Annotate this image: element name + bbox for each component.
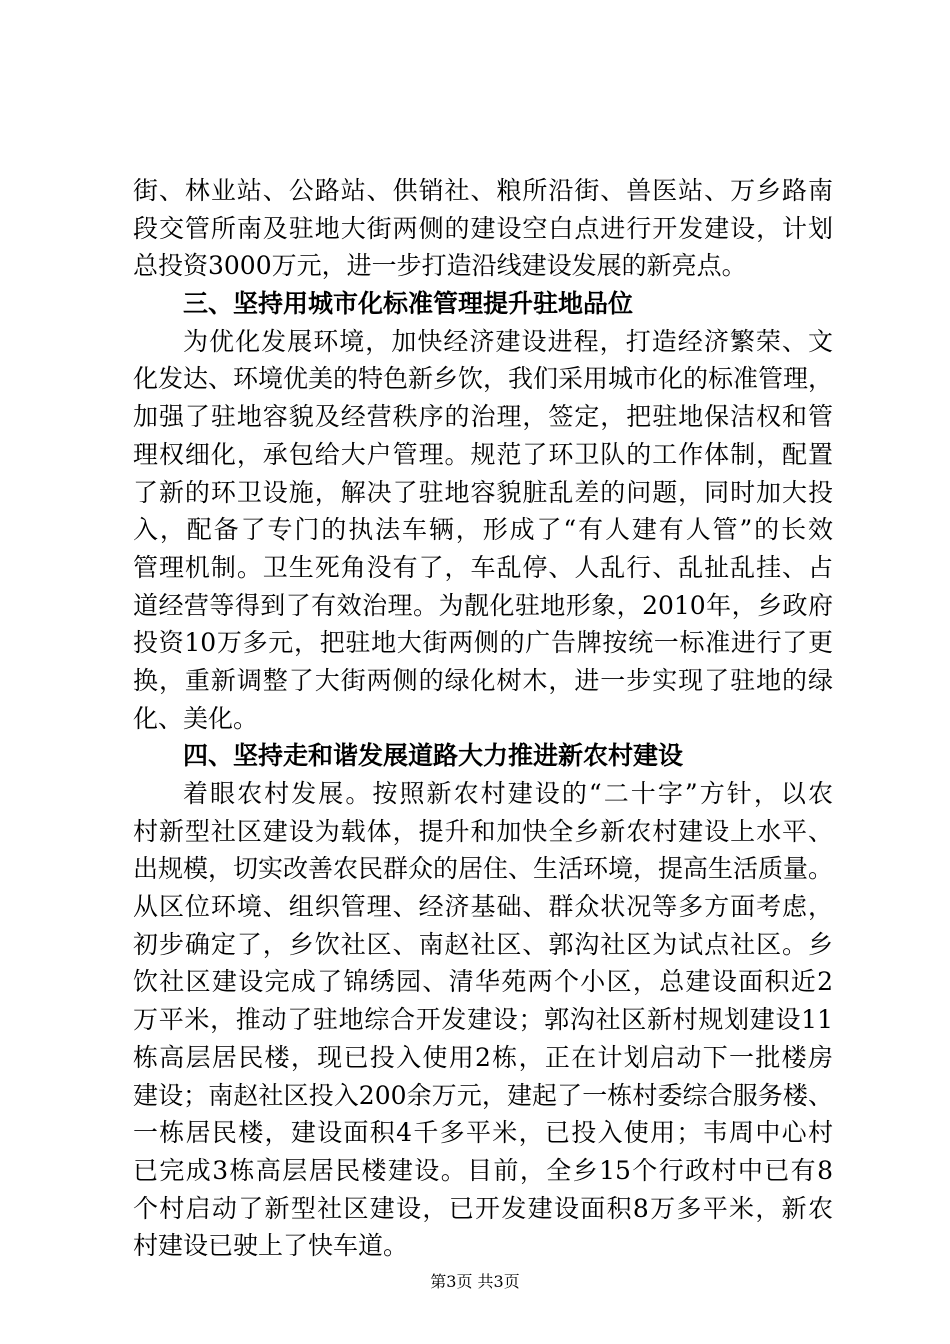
body-line: 投资10万多元，把驻地大街两侧的广告牌按统一标准进行了更 (133, 628, 833, 658)
body-line: 管理机制。卫生死角没有了，车乱停、人乱行、乱扯乱挂、占 (133, 552, 833, 582)
body-line: 化发达、环境优美的特色新乡饮，我们采用城市化的标准管理， (133, 364, 834, 394)
body-line: 总投资3000万元，进一步打造沿线建设发展的新亮点。 (133, 251, 747, 281)
body-line: 栋高层居民楼，现已投入使用2栋，正在计划启动下一批楼房 (133, 1042, 833, 1072)
body-line: 着眼农村发展。按照新农村建设的“二十字”方针，以农 (183, 779, 833, 808)
body-line: 加强了驻地容貌及经营秩序的治理，签定，把驻地保洁权和管 (133, 402, 833, 432)
body-line: 入，配备了专门的执法车辆，形成了“有人建有人管”的长效 (133, 515, 833, 545)
document-body (133, 172, 833, 1265)
body-line: 换，重新调整了大街两侧的绿化树木，进一步实现了驻地的绿 (133, 665, 833, 695)
body-line: 化、美化。 (133, 703, 259, 733)
body-line: 一栋居民楼，建设面积4千多平米，已投入使用；韦周中心村 (133, 1118, 833, 1148)
section-heading: 三、坚持用城市化标准管理提升驻地品位 (183, 289, 634, 319)
body-line: 段交管所南及驻地大街两侧的建设空白点进行开发建设，计划 (133, 213, 833, 243)
body-line: 个村启动了新型社区建设，已开发建设面积8万多平米，新农 (133, 1193, 833, 1223)
body-line: 初步确定了，乡饮社区、南赵社区、郭沟社区为试点社区。乡 (133, 929, 833, 959)
page-footer (0, 1272, 950, 1292)
body-line: 从区位环境、组织管理、经济基础、群众状况等多方面考虑， (133, 892, 833, 922)
section-heading: 四、坚持走和谐发展道路大力推进新农村建设 (183, 741, 684, 771)
body-line: 道经营等得到了有效治理。为靓化驻地形象，2010年，乡政府 (133, 590, 833, 620)
body-line: 建设；南赵社区投入200余万元，建起了一栋村委综合服务楼、 (133, 1080, 833, 1110)
body-line: 街、林业站、公路站、供销社、粮所沿街、兽医站、万乡路南 (133, 176, 833, 205)
body-line: 万平米，推动了驻地综合开发建设；郭沟社区新村规划建设11 (133, 1005, 833, 1035)
body-line: 了新的环卫设施，解决了驻地容貌脏乱差的问题，同时加大投 (133, 477, 833, 507)
body-line: 为优化发展环境，加快经济建设进程，打造经济繁荣、文 (183, 326, 833, 356)
page-number-label: 第3页 共3页 (430, 1272, 520, 1291)
body-line: 出规模，切实改善农民群众的居住、生活环境，提高生活质量。 (133, 854, 834, 884)
body-line: 饮社区建设完成了锦绣园、清华苑两个小区，总建设面积近2 (133, 967, 833, 997)
body-line: 已完成3栋高层居民楼建设。目前，全乡15个行政村中已有8 (133, 1155, 833, 1185)
body-line: 村建设已驶上了快车道。 (133, 1231, 409, 1261)
body-line: 村新型社区建设为载体，提升和加快全乡新农村建设上水平、 (133, 816, 833, 846)
body-line: 理权细化，承包给大户管理。规范了环卫队的工作体制，配置 (133, 439, 833, 469)
